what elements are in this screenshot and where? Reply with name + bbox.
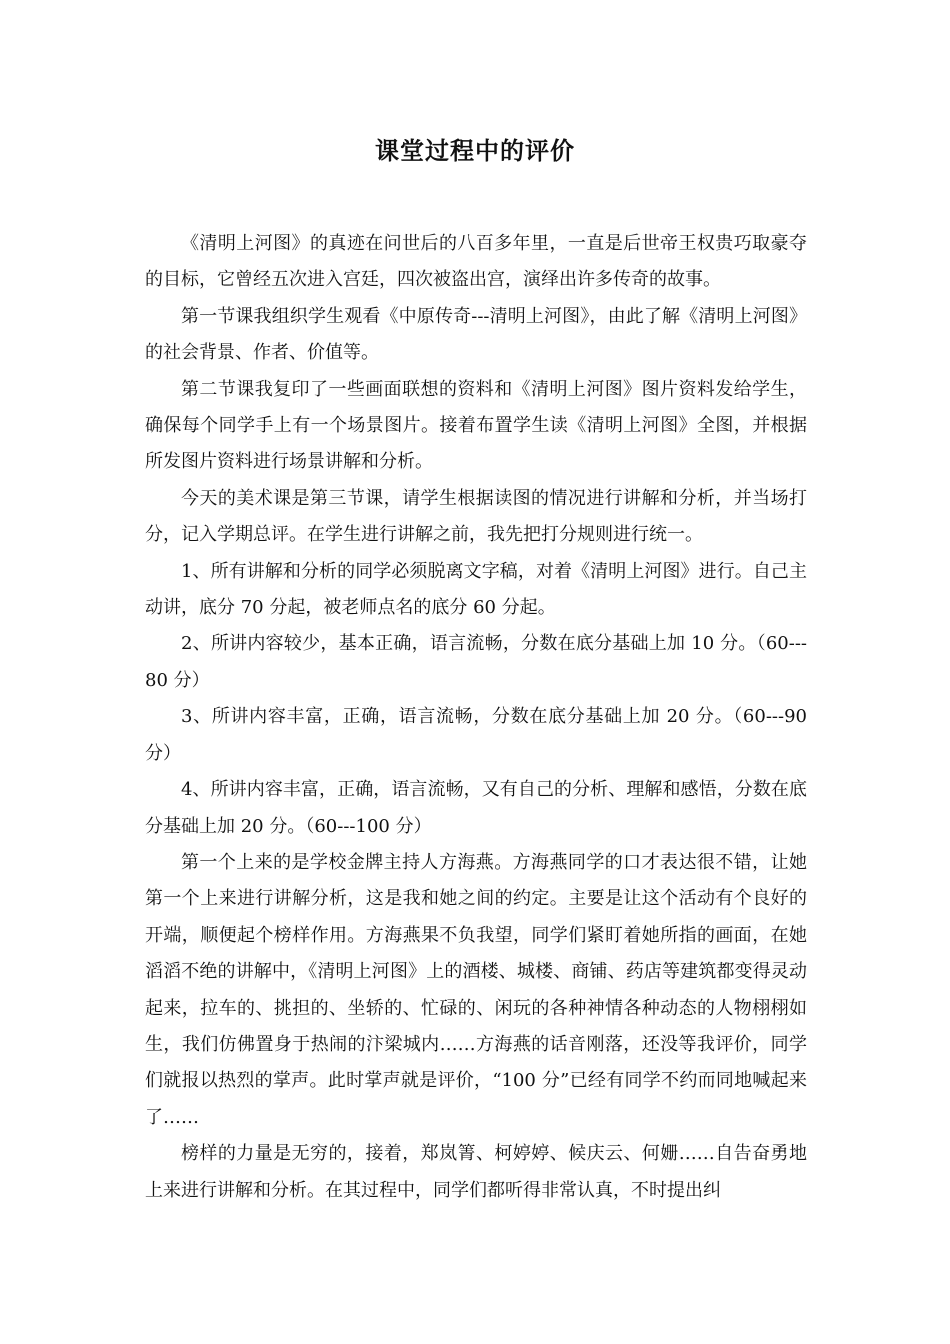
paragraph: 第一节课我组织学生观看《中原传奇---清明上河图》，由此了解《清明上河图》的社会背景、作者、价值等。 (145, 305, 807, 364)
paragraph: 《清明上河图》的真迹在问世后的八百多年里，一直是后世帝王权贵巧取豪夺的目标，它曾经五次进入宫廷，四次被盗出宫，演绎出许多传奇的故事。 (145, 233, 807, 291)
document-body (145, 226, 807, 1209)
paragraph: 第一个上来的是学校金牌主持人方海燕。方海燕同学的口才表达很不错，让她第一个上来进行讲解分析，这是我和她之间的约定。主要是让这个活动有个良好的开端，顺便起个榜样作用。方海燕果不负我望，同学们紧盯着她所指的画面，在她滔滔不绝的讲解中，《清明上河图》上的酒楼、城楼、商铺、药店等建筑都变得灵动起来，拉车的、挑担的、坐轿的、忙碌的、闲玩的各种神情各种动态的人物栩栩如生，我们仿佛置身于热闹的汴梁城内……方海燕的话音刚落，还没等我评价，同学们就报以热烈的掌声。此时掌声就是评价，“100 分”已经有同学不约而同地喊起来了…… (145, 851, 807, 1128)
document-title: 课堂过程中的评价 (375, 137, 575, 165)
paragraph: 3、所讲内容丰富，正确，语言流畅，分数在底分基础上加 20 分。（60---90 分） (145, 706, 807, 764)
paragraph: 今天的美术课是第三节课，请学生根据读图的情况进行讲解和分析，并当场打分，记入学期总评。在学生进行讲解之前，我先把打分规则进行统一。 (145, 487, 807, 546)
paragraph: 榜样的力量是无穷的，接着，郑岚箐、柯婷婷、候庆云、何姗……自告奋勇地上来进行讲解和分析。在其过程中，同学们都听得非常认真，不时提出纠 (145, 1143, 807, 1201)
paragraph: 4、所讲内容丰富，正确，语言流畅，又有自己的分析、理解和感悟，分数在底分基础上加 20 分。（60---100 分） (145, 779, 807, 837)
paragraph: 第二节课我复印了一些画面联想的资料和《清明上河图》图片资料发给学生，确保每个同学手上有一个场景图片。接着布置学生读《清明上河图》全图，并根据所发图片资料进行场景讲解和分析。 (145, 378, 807, 473)
paragraph: 2、所讲内容较少，基本正确，语言流畅，分数在底分基础上加 10 分。（60---80 分） (145, 633, 807, 691)
paragraph: 1、所有讲解和分析的同学必须脱离文字稿，对着《清明上河图》进行。自己主动讲，底分 70 分起，被老师点名的底分 60 分起。 (145, 560, 807, 619)
